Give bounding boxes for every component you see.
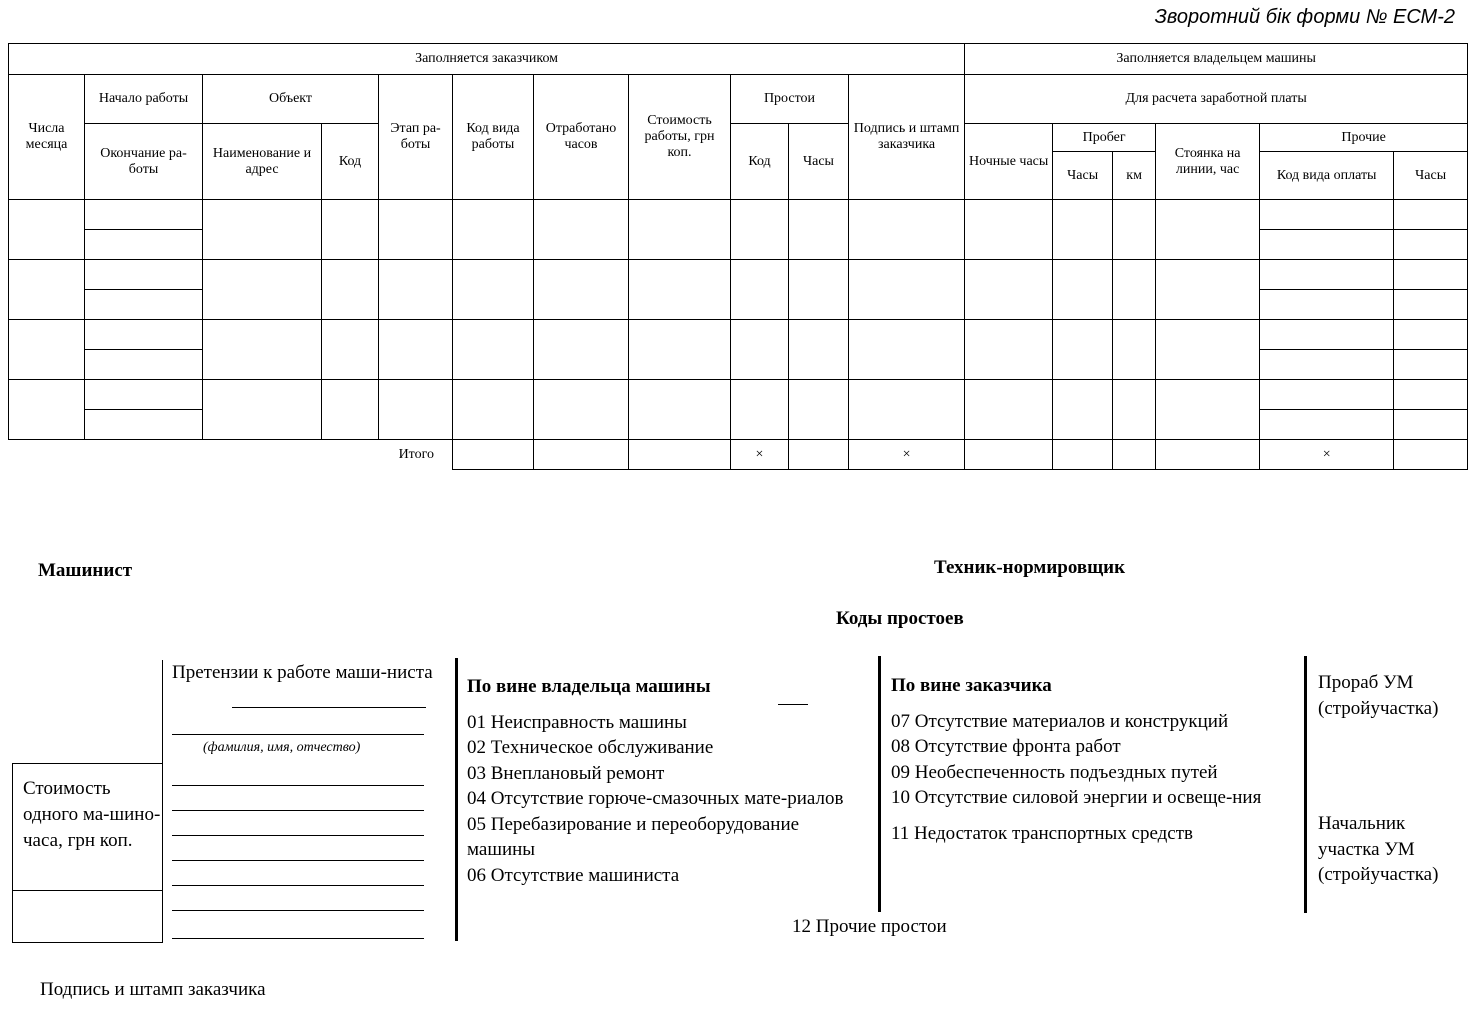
cross-mark: × bbox=[849, 440, 965, 470]
code-item-other: 12 Прочие простои bbox=[792, 916, 947, 937]
header-signature: Подпись и штамп заказчика bbox=[849, 75, 965, 200]
customer-sign-label: Подпись и штамп заказчика bbox=[40, 979, 266, 1000]
customer-codes-heading: По вине заказчика bbox=[891, 675, 1052, 696]
table-row bbox=[9, 260, 1468, 290]
fill-line bbox=[172, 885, 424, 886]
fill-line bbox=[172, 860, 424, 861]
header-parking: Стоянка на линии, час bbox=[1156, 124, 1260, 200]
header-downtime-hours: Часы bbox=[789, 124, 849, 200]
divider-line bbox=[162, 660, 163, 780]
header-mileage-hours: Часы bbox=[1053, 152, 1113, 200]
fill-line bbox=[172, 938, 424, 939]
code-item: 11 Недостаток транспортных средств bbox=[891, 822, 1193, 844]
code-item: 07 Отсутствие материалов и конструкций bbox=[891, 710, 1229, 732]
machinist-label: Машинист bbox=[38, 560, 133, 581]
code-item: 04 Отсутствие горюче-смазочных мате-риалов bbox=[467, 788, 844, 809]
fill-line bbox=[172, 785, 424, 786]
header-mileage: Пробег bbox=[1053, 124, 1156, 152]
technician-label: Техник-нормировщик bbox=[934, 557, 1126, 578]
header-cost: Стоимость работы, грн коп. bbox=[629, 75, 731, 200]
total-label: Итого bbox=[398, 446, 434, 462]
header-salary-calc: Для расчета заработной платы bbox=[965, 75, 1468, 124]
code-item: 03 Внеплановый ремонт bbox=[467, 762, 665, 784]
header-hours-worked: Отработано часов bbox=[534, 75, 629, 200]
machine-hour-cost-label: Стоимость одного ма-шино-часа, грн коп. bbox=[23, 778, 161, 851]
code-item: 09 Необеспеченность подъездных путей bbox=[891, 761, 1218, 783]
fill-line bbox=[172, 734, 424, 735]
header-other-hours: Часы bbox=[1394, 152, 1468, 200]
owner-codes-heading: По вине владельца машины bbox=[467, 676, 711, 697]
fill-line bbox=[232, 707, 426, 708]
fill-line bbox=[172, 810, 424, 811]
header-night-hours: Ночные часы bbox=[965, 124, 1053, 200]
chief-label: Начальник участка УМ (стройучастка) bbox=[1318, 813, 1439, 885]
claims-text: Претензии к работе маши-ниста bbox=[172, 662, 433, 683]
header-object-code: Код bbox=[322, 124, 379, 200]
downtime-codes-title: Коды простоев bbox=[836, 608, 964, 629]
divider-line bbox=[878, 656, 881, 912]
header-mileage-km: км bbox=[1113, 152, 1156, 200]
machine-hour-cost-box bbox=[12, 763, 163, 943]
customer-codes bbox=[891, 673, 1291, 846]
header-other-code: Код вида оплаты bbox=[1260, 152, 1394, 200]
header-work-type: Код вида работы bbox=[453, 75, 534, 200]
total-row bbox=[9, 440, 1468, 470]
header-downtime: Простои bbox=[731, 75, 849, 124]
header-day: Числа месяца bbox=[9, 75, 85, 200]
header-work-end: Окончание ра-боты bbox=[85, 124, 203, 200]
dash-mark bbox=[778, 704, 808, 705]
fill-line bbox=[172, 835, 424, 836]
divider-line bbox=[1304, 656, 1307, 913]
header-owner-group: Заполняется владельцем машины bbox=[965, 44, 1468, 75]
owner-codes bbox=[467, 674, 867, 888]
foreman-label: Прораб УМ (стройучастка) bbox=[1318, 672, 1439, 719]
fio-caption: (фамилия, имя, отчество) bbox=[203, 740, 361, 755]
code-item: 08 Отсутствие фронта работ bbox=[891, 736, 1121, 757]
cost-box-divider bbox=[13, 890, 162, 891]
work-record-table bbox=[8, 43, 1468, 470]
header-stage: Этап ра-боты bbox=[379, 75, 453, 200]
form-title: Зворотний бік форми № ЕСМ-2 bbox=[1154, 6, 1455, 28]
header-customer-group: Заполняется заказчиком bbox=[9, 44, 965, 75]
header-object-name: Наименование и адрес bbox=[203, 124, 322, 200]
table-row bbox=[9, 380, 1468, 410]
header-other: Прочие bbox=[1260, 124, 1468, 152]
table-row bbox=[9, 200, 1468, 230]
code-item: 01 Неисправность машины bbox=[467, 711, 687, 733]
cross-mark: × bbox=[1260, 440, 1394, 470]
code-item: 06 Отсутствие машиниста bbox=[467, 864, 680, 886]
code-item: 05 Перебазирование и переоборудование машины bbox=[467, 813, 800, 860]
fill-line bbox=[172, 910, 424, 911]
cross-mark: × bbox=[731, 440, 789, 470]
table-row bbox=[9, 320, 1468, 350]
header-work-start: Начало работы bbox=[85, 75, 203, 124]
header-downtime-code: Код bbox=[731, 124, 789, 200]
code-item: 02 Техническое обслуживание bbox=[467, 737, 714, 758]
header-object: Объект bbox=[203, 75, 379, 124]
code-item: 10 Отсутствие силовой энергии и освеще-ния bbox=[891, 787, 1262, 808]
divider-line bbox=[455, 658, 458, 941]
